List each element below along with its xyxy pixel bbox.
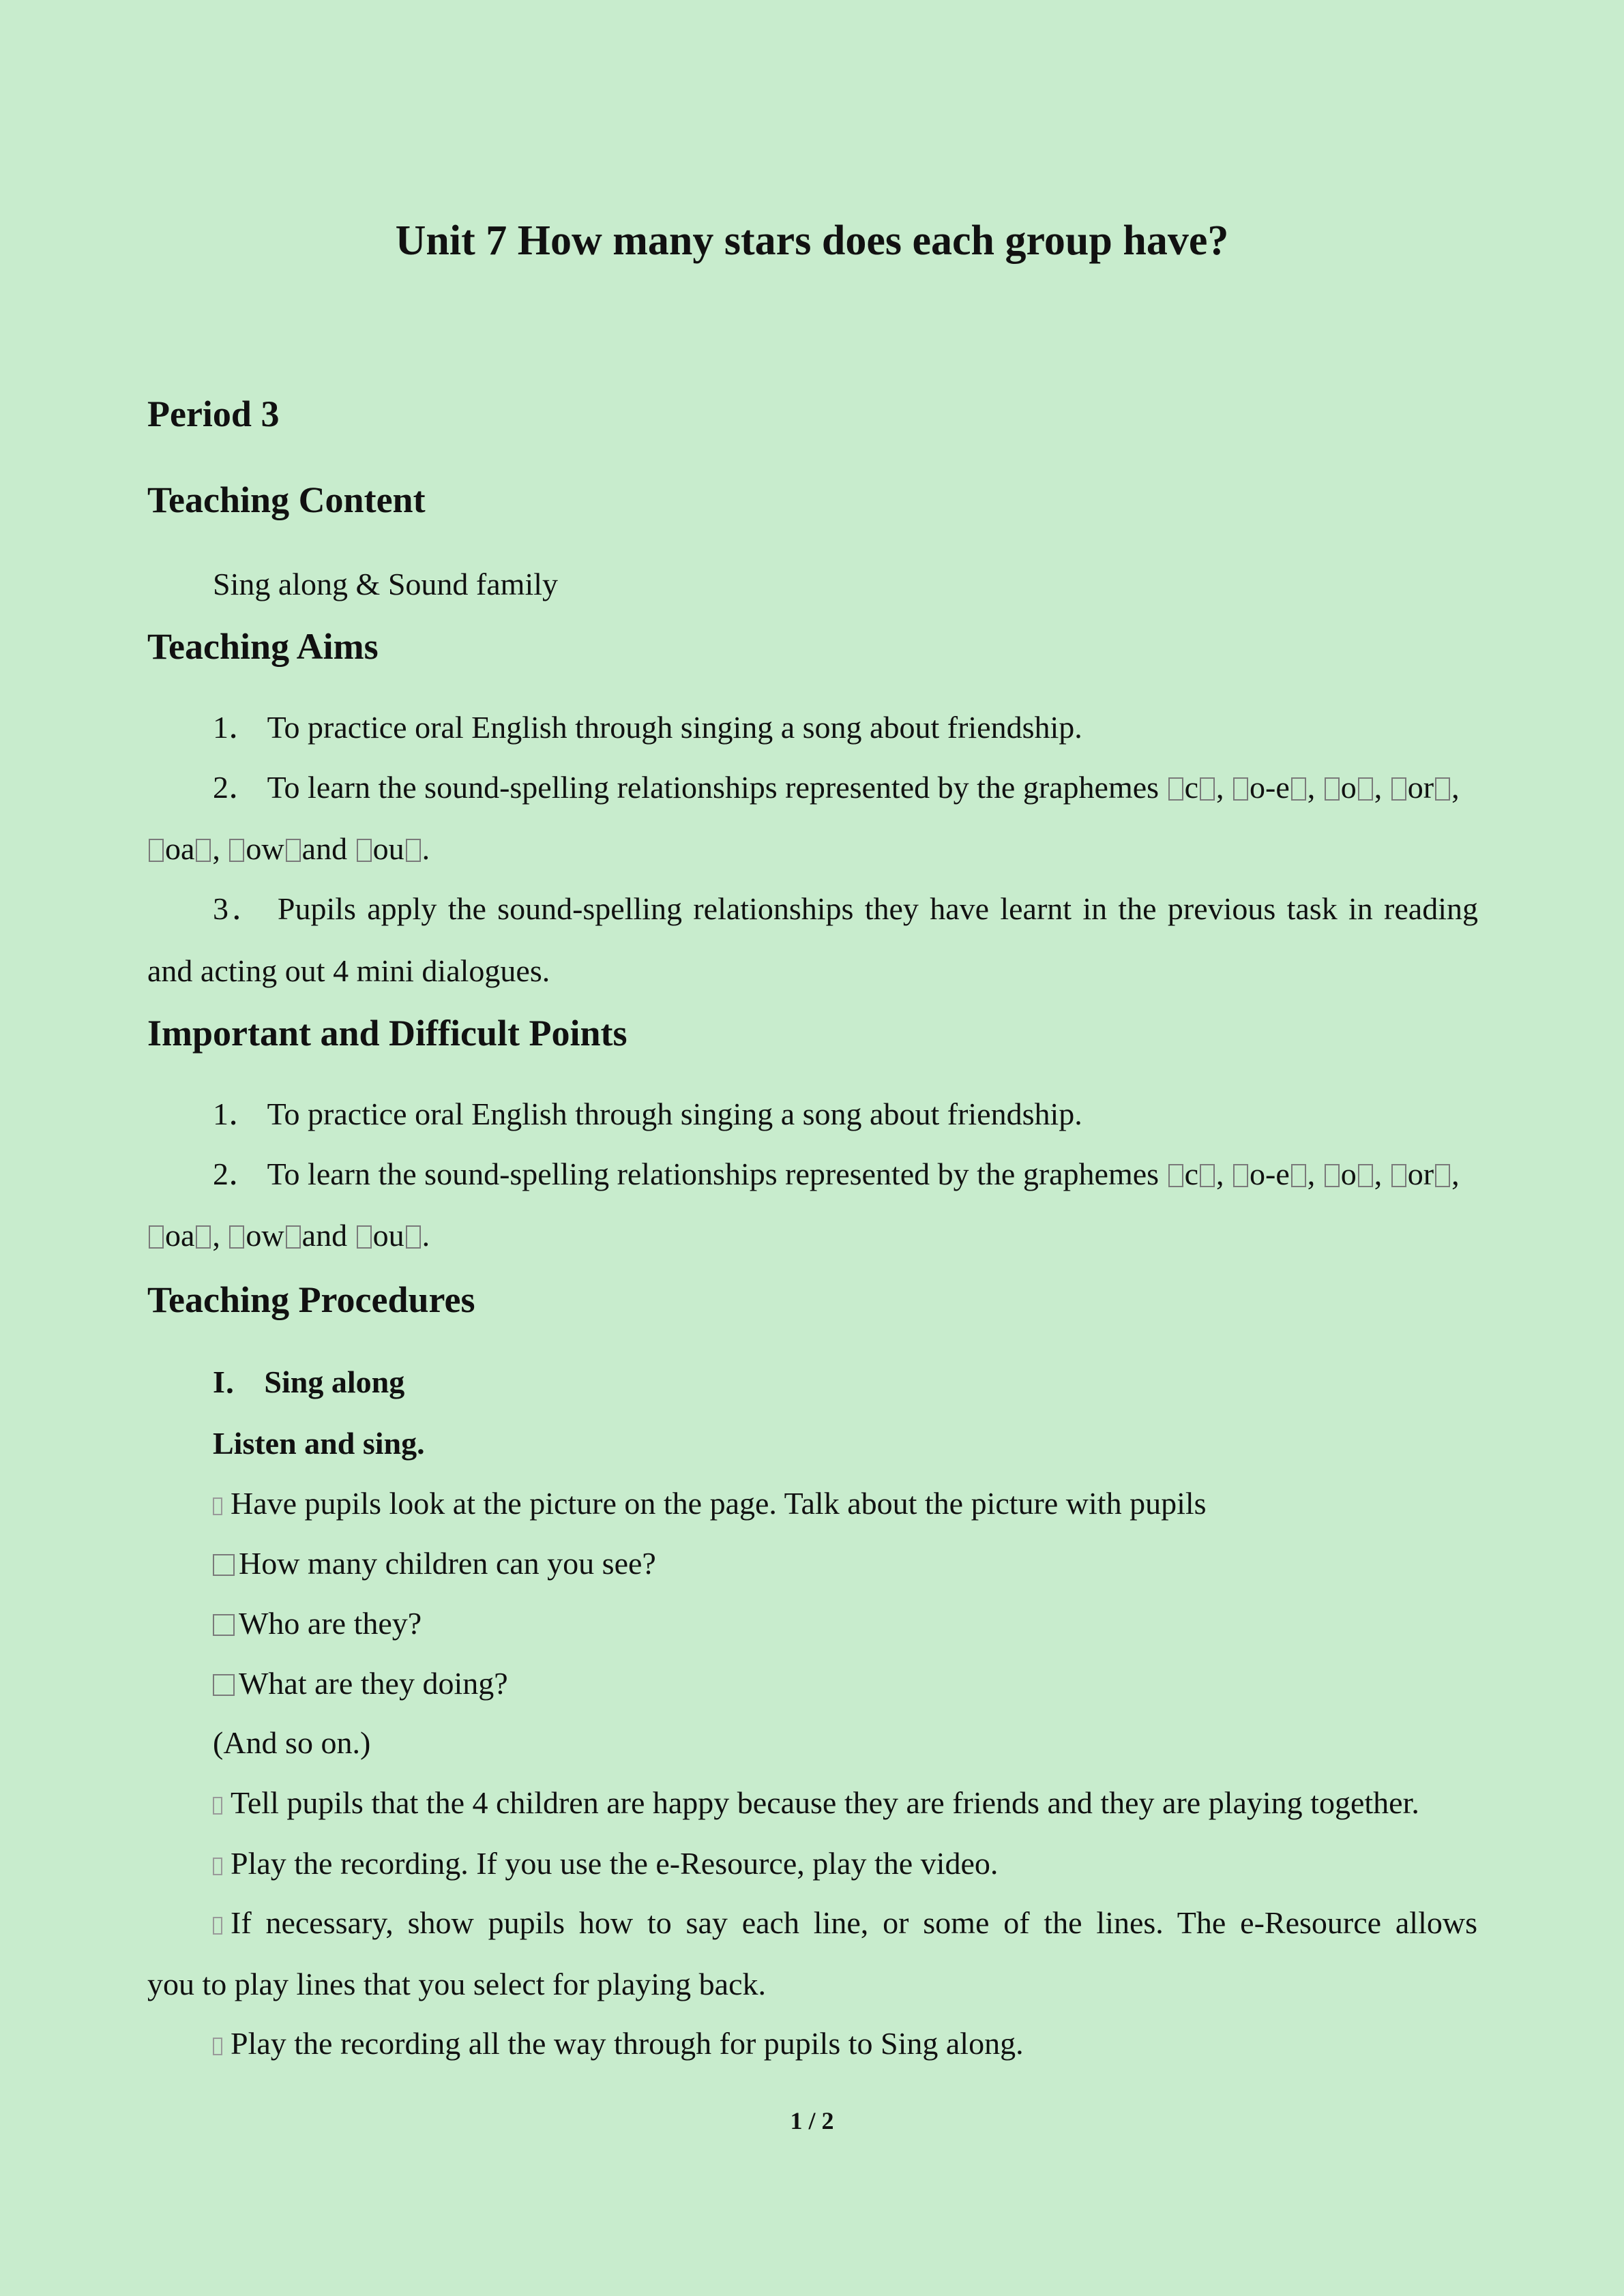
aim-3-line-1: 3． Pupils apply the sound-spelling relationships they have learnt in the previous task in reading: [213, 891, 1478, 926]
aim-2-intro: 2． To learn the sound-spelling relationships represented by the graphemes: [213, 770, 1160, 805]
grapheme: or: [1407, 1157, 1434, 1191]
bullet-icon: [213, 2038, 222, 2055]
grapheme: oa: [165, 831, 195, 866]
grapheme: ou: [372, 1218, 404, 1253]
step-4-line-1: If necessary, show pupils how to say each line, or some of the lines. The e-Resource allows: [213, 1902, 1477, 1944]
question-1: How many children can you see?: [213, 1542, 656, 1585]
step-5: Play the recording all the way through for pupils to Sing along.: [213, 2023, 1024, 2065]
point-2-line-2: oa , ow and ou .: [147, 1214, 430, 1257]
point-2-line-1: 2． To learn the sound-spelling relationships represented by the graphemes c , o-e , o , or ,: [213, 1157, 1460, 1191]
step-1: Have pupils look at the picture on the page. Talk about the picture with pupils: [213, 1482, 1207, 1525]
question-2: Who are they?: [213, 1602, 422, 1645]
listen-and-sing-heading: Listen and sing.: [213, 1426, 425, 1461]
grapheme: oa: [165, 1218, 195, 1253]
grapheme: o-e: [1250, 1157, 1290, 1191]
and-so-on: (And so on.): [213, 1725, 371, 1760]
teaching-content-text: Sing along & Sound family: [213, 567, 558, 601]
grapheme: o-e: [1250, 770, 1290, 805]
bullet-icon: [213, 1858, 222, 1875]
grapheme: ow: [246, 1218, 284, 1253]
point-2-intro: 2． To learn the sound-spelling relationships represented by the graphemes: [213, 1157, 1160, 1191]
bullet-icon: [213, 1917, 222, 1935]
bullet-icon: [213, 1797, 222, 1815]
aim-2-line-2: oa , ow and ou .: [147, 828, 430, 870]
procedures-heading: Teaching Procedures: [147, 1279, 475, 1320]
step-2: Tell pupils that the 4 children are happy because they are friends and they are playing together.: [213, 1782, 1419, 1824]
grapheme: o: [1340, 1157, 1357, 1191]
points-heading: Important and Difficult Points: [147, 1013, 628, 1054]
teaching-content-heading: Teaching Content: [147, 479, 426, 520]
bullet-icon: [213, 1497, 222, 1515]
step-4-line-2: you to play lines that you select for playing back.: [147, 1967, 766, 2001]
aim-1: 1． To practice oral English through singing a song about friendship.: [213, 710, 1082, 745]
grapheme: o: [1340, 770, 1357, 805]
question-3: What are they doing?: [213, 1663, 508, 1705]
grapheme: ow: [246, 831, 284, 866]
checkbox-icon: [213, 1614, 235, 1636]
section-sing-along: I． Sing along: [213, 1365, 405, 1399]
aim-2-line-1: 2． To learn the sound-spelling relationships represented by the graphemes c , o-e , o , or ,: [213, 770, 1460, 805]
period-heading: Period 3: [147, 393, 280, 434]
page-title: Unit 7 How many stars does each group have?: [395, 218, 1229, 264]
grapheme: c: [1184, 770, 1198, 805]
aim-3-line-2: and acting out 4 mini dialogues.: [147, 953, 550, 988]
point-1: 1． To practice oral English through singing a song about friendship.: [213, 1097, 1082, 1131]
checkbox-icon: [213, 1554, 235, 1576]
teaching-aims-heading: Teaching Aims: [147, 626, 379, 667]
grapheme: or: [1407, 770, 1434, 805]
grapheme: c: [1184, 1157, 1198, 1191]
page-number: 1 / 2: [790, 2107, 834, 2134]
grapheme: ou: [372, 831, 404, 866]
checkbox-icon: [213, 1674, 235, 1696]
step-3: Play the recording. If you use the e-Resource, play the video.: [213, 1843, 998, 1885]
